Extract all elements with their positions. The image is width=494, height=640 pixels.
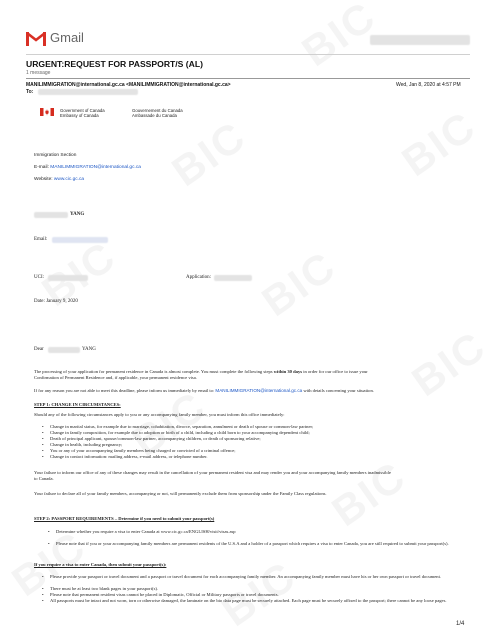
list-item: • Please note that permanent resident visas cannot be placed in Diplomatic, Official or Military passports or travel documents. bbox=[50, 592, 470, 598]
recipient-redacted bbox=[38, 89, 138, 95]
deadline-text-a: If for any reason you are not able to meet this deadline, please inform us immediately by email to: bbox=[34, 388, 215, 393]
sent-date: Wed, Jan 8, 2020 at 4:57 PM bbox=[396, 82, 461, 88]
office-email-link[interactable]: MANILIMMIGRATION@international.gc.ca bbox=[50, 165, 141, 170]
office-email-row bbox=[34, 165, 141, 170]
office-website-link[interactable]: www.cic.gc.ca bbox=[53, 177, 85, 182]
intro-text-a: The processing of your application for permanent residence in Canada is almost complete. You must complete the following steps bbox=[34, 369, 273, 374]
gov-en-line2: Embassy of Canada bbox=[60, 113, 99, 118]
office-website-label: Website: bbox=[34, 177, 53, 182]
gov-fr-line2: Ambassade du Canada bbox=[132, 113, 177, 118]
deadline-emphasis: within 30 days bbox=[273, 369, 303, 374]
intro-paragraph bbox=[34, 369, 474, 381]
watermark bbox=[253, 242, 345, 326]
list-item: • Please provide your passport or travel document and a passport or travel document for each accompanying family member. An accompanying family member must have his or her own passport or travel document. bbox=[50, 574, 470, 580]
failure-inform-paragraph bbox=[34, 470, 474, 482]
gov-en-line1: Government of Canada bbox=[60, 108, 105, 113]
failure-inform-text-b: to Canada. bbox=[34, 476, 54, 481]
step2-title: STEP 2: PASSPORT REQUIREMENTS – Determine if you need to submit your passport(s) bbox=[34, 516, 215, 521]
page-indicator: 1/4 bbox=[456, 621, 465, 627]
uci-redacted bbox=[48, 275, 88, 281]
gmail-logo-text: Gmail bbox=[50, 30, 84, 45]
list-item: • Change in health, including pregnancy; bbox=[50, 442, 470, 448]
dear-label: Dear bbox=[34, 347, 44, 352]
watermark bbox=[393, 102, 485, 186]
recipient-surname: YANG bbox=[70, 212, 85, 217]
visa-heading: If you require a visa to enter Canada, then submit your passport(s): bbox=[34, 562, 167, 567]
deadline-email-link[interactable]: MANILIMMIGRATION@international.gc.ca bbox=[215, 388, 303, 393]
list-item: • Please note that if you or your accompanying family members are permanent residents of the U.S.A and a holder of a passport which requires a visa to enter Canada, you are still required to submit your passport(s). bbox=[56, 541, 466, 547]
deadline-text-b: with details concerning your situation. bbox=[303, 388, 374, 393]
list-item: • You or any of your accompanying family members being charged or convicted of a criminal offence; bbox=[50, 448, 470, 454]
failure-declare-paragraph: Your failure to declare all of your family members, accompanying or not, will permanently exclude them from sponsorship under the Family Class regulations. bbox=[34, 491, 327, 496]
list-item: • All passports must be intact and not worn, torn or otherwise damaged, the laminate on the bio data page must be securely attached. Each page must be securely affixed to the passport; there cannot be any loose pages. bbox=[50, 598, 470, 604]
application-redacted bbox=[214, 275, 252, 281]
account-email-redacted bbox=[370, 35, 470, 45]
gmail-logo[interactable] bbox=[26, 30, 86, 46]
list-item: • Change in marital status, for example due to marriage, cohabitation, divorce, separation, annulment or death of spouse or common-law partner; bbox=[50, 424, 470, 430]
gov-fr-line1: Gouvernement du Canada bbox=[132, 108, 183, 113]
failure-inform-text-a: Your failure to inform our office of any of these changes may result in the cancellation of your permanent resident visa and may render you and your accompanying family members inadmissible bbox=[34, 470, 391, 475]
immigration-section: Immigration Section bbox=[34, 153, 77, 158]
recipient-email-redacted bbox=[52, 237, 108, 243]
dear-surname: YANG bbox=[82, 347, 96, 352]
sender[interactable]: MANILIMMIGRATION@international.gc.ca <MANILIMMIGRATION@international.gc.ca> bbox=[26, 82, 231, 88]
office-email-label: E-mail: bbox=[34, 165, 49, 170]
list-item: • Death of principal applicant, spouse/common-law partner, accompanying children, or death of sponsoring relative; bbox=[50, 436, 470, 442]
office-website-row bbox=[34, 177, 84, 182]
list-item: • Change in contact information: mailing address, e-mail address, or telephone number. bbox=[50, 454, 470, 460]
to-label: To: bbox=[26, 89, 34, 95]
subject-divider bbox=[26, 78, 470, 79]
deadline-paragraph bbox=[34, 388, 474, 394]
list-item: • Determine whether you require a visa to enter Canada at www.cic.gc.ca/ENGLISH/visit/visas.asp bbox=[56, 529, 466, 535]
list-item: • There must be at least two blank pages in your passport(s). bbox=[50, 586, 470, 592]
message-count: 1 message bbox=[26, 70, 51, 76]
letter-date: Date: January 9, 2020 bbox=[34, 299, 78, 304]
intro-text-c: Confirmation of Permanent Residence and, if applicable, your permanent residence visa. bbox=[34, 375, 197, 380]
watermark bbox=[163, 112, 255, 196]
application-label: Application: bbox=[186, 275, 211, 280]
intro-text-b: in order for our office to issue your bbox=[303, 369, 368, 374]
dear-given-redacted bbox=[48, 347, 80, 353]
gmail-m-icon bbox=[26, 31, 46, 46]
step1-intro: Should any of the following circumstances apply to you or any accompanying family member, you must inform this office immediately: bbox=[34, 412, 285, 417]
step1-title: STEP 1: CHANGE IN CIRCUMSTANCES: bbox=[34, 402, 121, 407]
list-item: • Change in family composition, for example due to adoption or birth of a child, including a child born to your accompanying dependent child; bbox=[50, 430, 470, 436]
header-divider bbox=[26, 54, 470, 55]
uci-label: UCI: bbox=[34, 275, 44, 280]
given-name-redacted bbox=[34, 212, 68, 218]
canada-flag-icon bbox=[40, 108, 54, 116]
recipient-email-label: Email: bbox=[34, 237, 48, 242]
email-subject: URGENT:REQUEST FOR PASSPORT/S (AL) bbox=[26, 59, 203, 69]
